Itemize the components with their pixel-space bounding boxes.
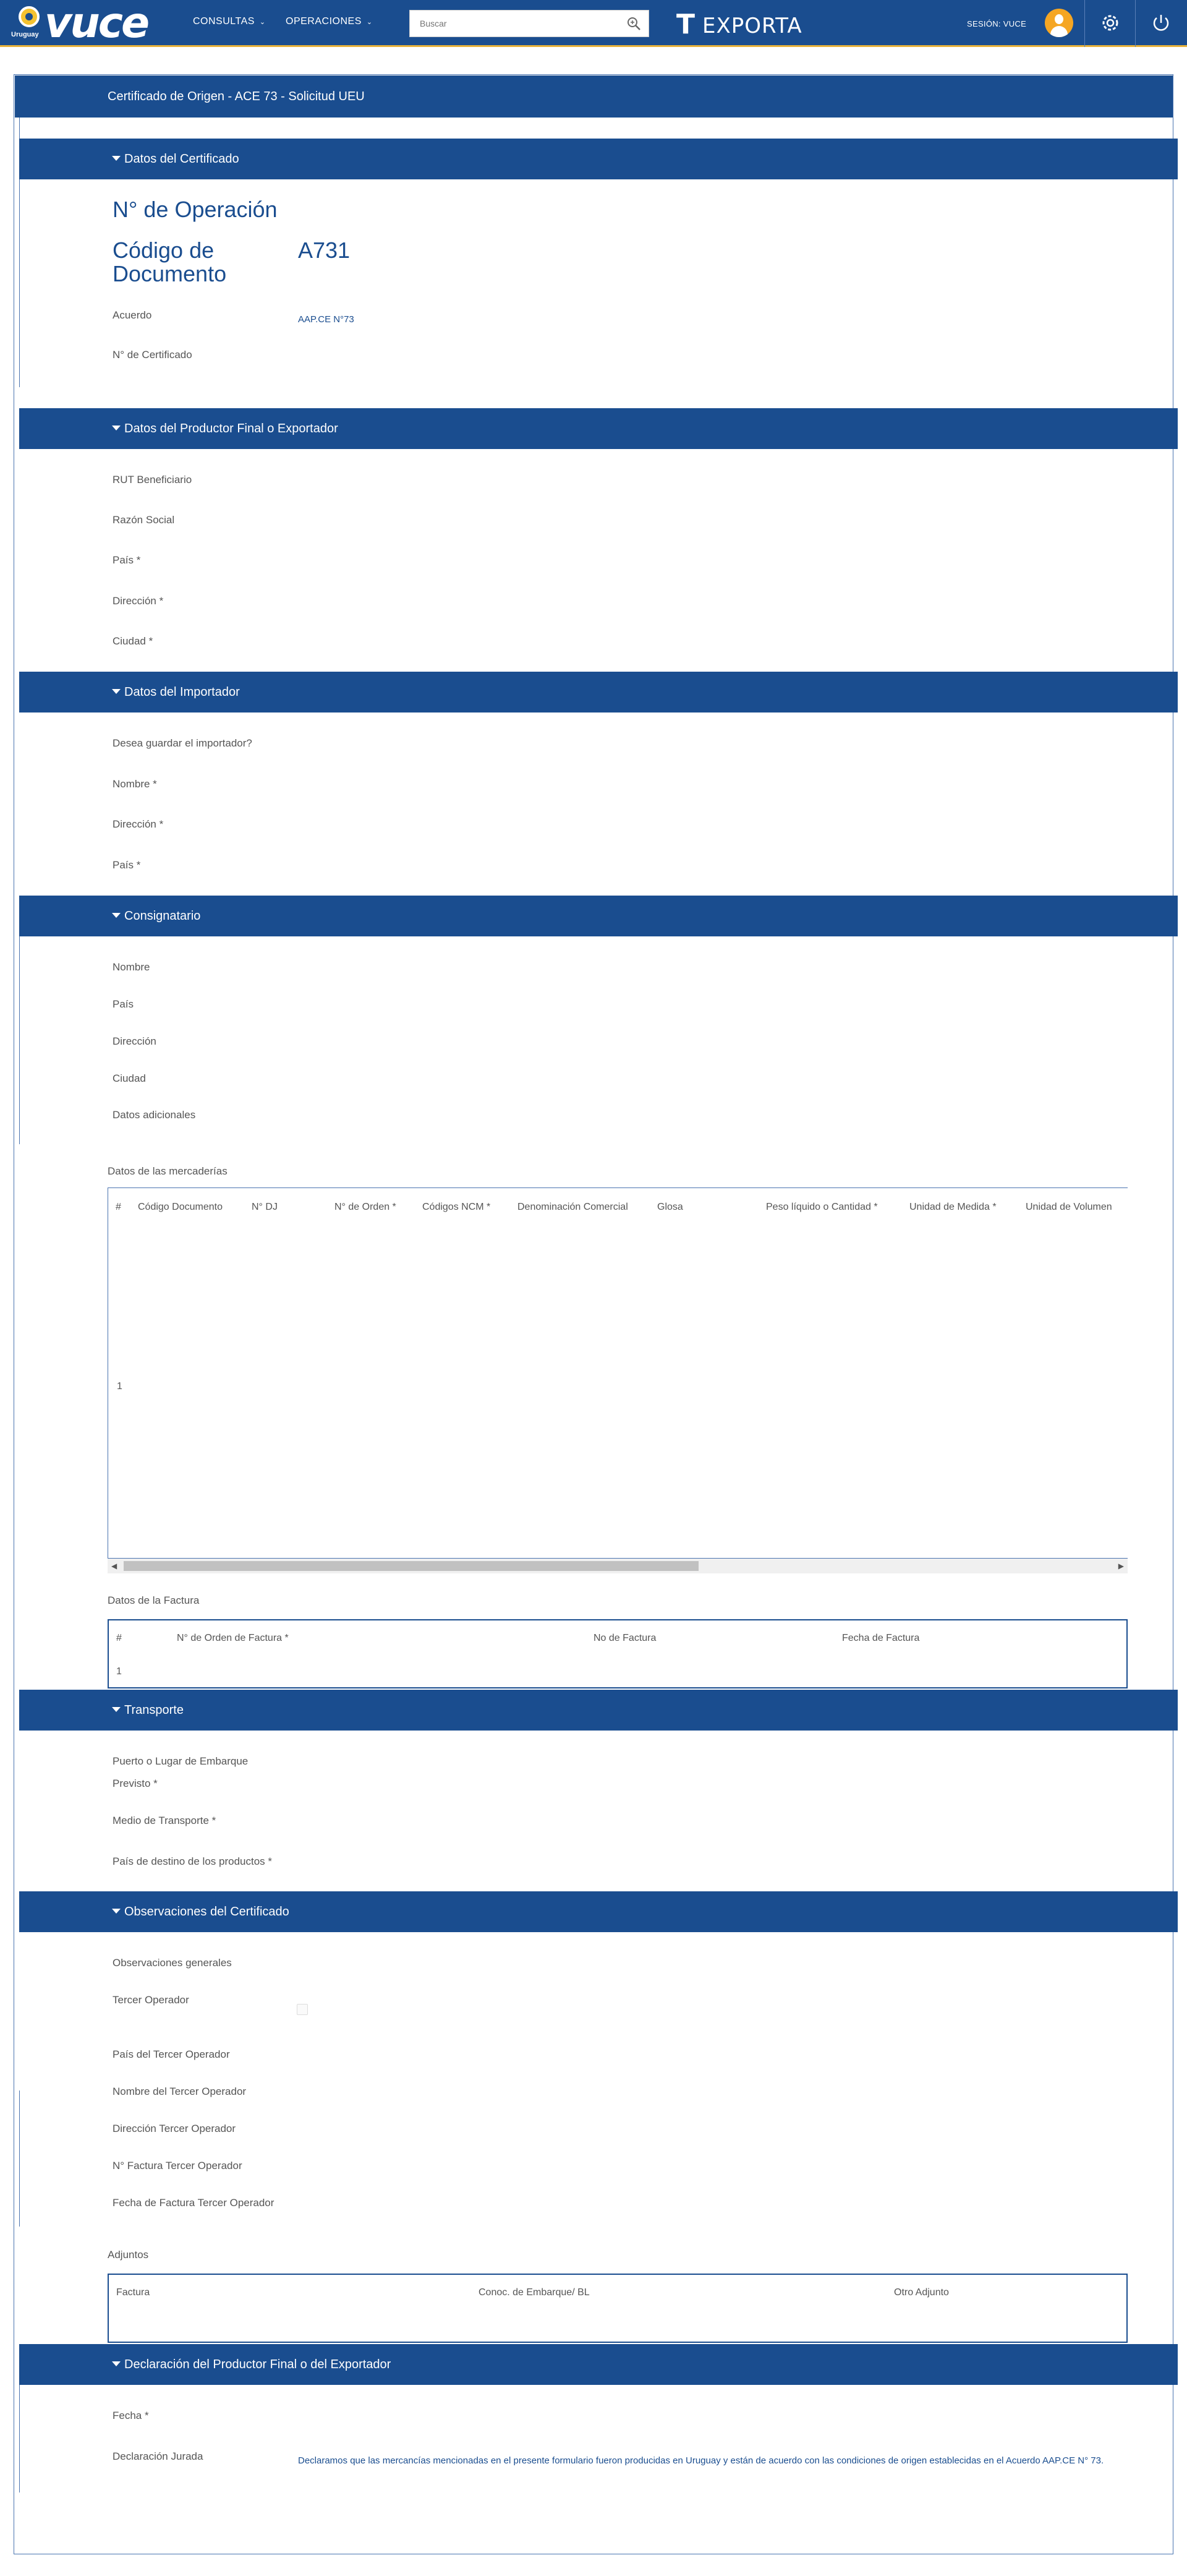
section-consignatario[interactable] bbox=[19, 896, 1178, 936]
nombre-tercer-operador-label: Nombre del Tercer Operador bbox=[113, 2086, 247, 2097]
texporta-text: EXPORTA bbox=[702, 14, 802, 38]
column-header[interactable]: Otro Adjunto bbox=[894, 2287, 949, 2298]
pais-destino-label: País de destino de los productos * bbox=[113, 1855, 272, 1867]
pais-tercer-operador-label: País del Tercer Operador bbox=[113, 2048, 230, 2060]
search-input[interactable] bbox=[410, 11, 608, 36]
fecha-label: Fecha * bbox=[113, 2410, 149, 2421]
vuce-logo[interactable] bbox=[10, 0, 152, 48]
texporta-mark: T bbox=[676, 9, 696, 40]
gear-icon bbox=[1100, 12, 1121, 33]
chevron-down-icon: ⌄ bbox=[366, 19, 373, 26]
column-header[interactable]: N° de Orden * bbox=[334, 1202, 396, 1212]
nav-operaciones-label: OPERACIONES bbox=[286, 16, 362, 27]
razon-social-label: Razón Social bbox=[113, 514, 175, 526]
section-border-line bbox=[19, 2381, 20, 2493]
collapse-triangle-icon bbox=[112, 1707, 121, 1712]
power-icon bbox=[1151, 12, 1172, 33]
tercer-operador-label: Tercer Operador bbox=[113, 1994, 189, 2006]
factura-tercer-operador-label: N° Factura Tercer Operador bbox=[113, 2160, 242, 2172]
pais-label: País * bbox=[113, 554, 141, 566]
column-header[interactable]: Conoc. de Embarque/ BL bbox=[479, 2287, 590, 2298]
avatar-head bbox=[1055, 14, 1063, 24]
mercaderias-title: Datos de las mercaderías bbox=[108, 1165, 228, 1177]
collapse-triangle-icon bbox=[112, 426, 121, 430]
section-title: Datos del Importador bbox=[124, 685, 240, 699]
observaciones-generales-label: Observaciones generales bbox=[113, 1957, 232, 1969]
direccion-tercer-operador-label: Dirección Tercer Operador bbox=[113, 2123, 236, 2134]
section-datos-productor[interactable] bbox=[19, 408, 1178, 449]
section-title: Observaciones del Certificado bbox=[124, 1905, 289, 1919]
guardar-importador-label: Desea guardar el importador? bbox=[113, 737, 252, 749]
nav-consultas-label: CONSULTAS bbox=[193, 16, 255, 27]
column-header[interactable]: Peso líquido o Cantidad * bbox=[766, 1202, 878, 1212]
row-number: 1 bbox=[116, 1666, 122, 1677]
codigo-documento-label: Código de Documento bbox=[113, 237, 227, 286]
importador-pais-label: País * bbox=[113, 859, 141, 871]
consignatario-nombre-label: Nombre bbox=[113, 961, 150, 973]
importador-nombre-label: Nombre * bbox=[113, 778, 157, 790]
declaracion-jurada-label: Declaración Jurada bbox=[113, 2450, 203, 2462]
column-header[interactable]: Denominación Comercial bbox=[517, 1202, 628, 1212]
fecha-factura-tercer-operador-label: Fecha de Factura Tercer Operador bbox=[113, 2197, 274, 2209]
brand-name: vuce bbox=[45, 0, 148, 48]
column-header[interactable]: Glosa bbox=[657, 1202, 683, 1212]
importador-direccion-label: Dirección * bbox=[113, 818, 164, 830]
factura-title: Datos de la Factura bbox=[108, 1594, 200, 1606]
column-header[interactable]: Factura bbox=[116, 2287, 150, 2298]
texporta-logo[interactable] bbox=[676, 9, 806, 40]
row-number: 1 bbox=[117, 1381, 122, 1392]
tercer-operador-checkbox[interactable] bbox=[297, 2004, 308, 2015]
column-header[interactable]: No de Factura bbox=[594, 1633, 657, 1643]
section-border-line bbox=[19, 2090, 20, 2227]
rut-beneficiario-label: RUT Beneficiario bbox=[113, 474, 192, 486]
column-header[interactable]: N° DJ bbox=[252, 1202, 278, 1212]
section-title: Consignatario bbox=[124, 909, 201, 923]
chevron-down-icon: ⌄ bbox=[259, 19, 266, 26]
search-icon[interactable] bbox=[626, 16, 641, 31]
section-datos-importador[interactable] bbox=[19, 672, 1178, 712]
section-title: Transporte bbox=[124, 1703, 184, 1717]
nav-consultas[interactable] bbox=[193, 16, 266, 27]
section-transporte[interactable] bbox=[19, 1690, 1178, 1731]
uruguay-sun-icon bbox=[19, 6, 40, 27]
collapse-triangle-icon bbox=[112, 2361, 121, 2366]
column-header[interactable]: # bbox=[116, 1633, 122, 1643]
settings-button[interactable] bbox=[1084, 0, 1135, 47]
acuerdo-value: AAP.CE N°73 bbox=[298, 314, 354, 325]
column-header[interactable]: # bbox=[116, 1202, 121, 1212]
puerto-embarque-label-2: Previsto * bbox=[113, 1778, 158, 1789]
column-header[interactable]: N° de Orden de Factura * bbox=[177, 1633, 289, 1643]
consignatario-pais-label: País bbox=[113, 998, 134, 1010]
nro-operacion-label: N° de Operación bbox=[113, 197, 278, 222]
avatar-body bbox=[1050, 26, 1068, 37]
scrollbar-thumb[interactable] bbox=[124, 1561, 699, 1571]
scroll-left-icon[interactable]: ◀ bbox=[111, 1562, 117, 1570]
top-navigation-bar bbox=[0, 0, 1187, 47]
collapse-triangle-icon bbox=[112, 913, 121, 918]
nav-operaciones[interactable] bbox=[286, 16, 373, 27]
nro-certificado-label: N° de Certificado bbox=[113, 349, 192, 361]
search-box bbox=[409, 10, 649, 37]
section-title: Datos del Certificado bbox=[124, 152, 239, 166]
column-header[interactable]: Códigos NCM * bbox=[422, 1202, 491, 1212]
codigo-documento-value: A731 bbox=[298, 237, 351, 263]
section-declaracion[interactable] bbox=[19, 2344, 1178, 2385]
adjuntos-table bbox=[108, 2274, 1128, 2343]
column-header[interactable]: Unidad de Volumen bbox=[1026, 1202, 1112, 1212]
declaracion-jurada-text: Declaramos que las mercancías mencionadas en el presente formulario fueron producidas en Uruguay y están de acuerdo con las condiciones de origen establecidas en el Acuerdo AAP.CE N° 73. bbox=[298, 2455, 1104, 2466]
collapse-triangle-icon bbox=[112, 689, 121, 694]
logout-button[interactable] bbox=[1135, 0, 1186, 47]
column-header[interactable]: Unidad de Medida * bbox=[909, 1202, 997, 1212]
mercaderias-table bbox=[108, 1187, 1128, 1559]
consignatario-datos-adicionales-label: Datos adicionales bbox=[113, 1109, 196, 1121]
direccion-label: Dirección * bbox=[113, 595, 164, 607]
section-title: Datos del Productor Final o Exportador bbox=[124, 422, 338, 435]
section-datos-certificado[interactable] bbox=[19, 139, 1178, 179]
consignatario-ciudad-label: Ciudad bbox=[113, 1072, 146, 1084]
adjuntos-title: Adjuntos bbox=[108, 2249, 149, 2261]
session-label: SESIÓN: VUCE bbox=[967, 19, 1027, 28]
country-label: Uruguay bbox=[11, 31, 39, 38]
collapse-triangle-icon bbox=[112, 156, 121, 161]
horizontal-scrollbar[interactable] bbox=[108, 1559, 1128, 1573]
ciudad-label: Ciudad * bbox=[113, 635, 153, 647]
avatar[interactable] bbox=[1045, 9, 1073, 37]
medio-transporte-label: Medio de Transporte * bbox=[113, 1815, 216, 1826]
column-header[interactable]: Código Documento bbox=[138, 1202, 223, 1212]
section-observaciones[interactable] bbox=[19, 1891, 1178, 1932]
column-header[interactable]: Fecha de Factura bbox=[842, 1633, 920, 1643]
acuerdo-label: Acuerdo bbox=[113, 309, 152, 321]
factura-table bbox=[108, 1619, 1128, 1688]
collapse-triangle-icon bbox=[112, 1909, 121, 1914]
form-title: Certificado de Origen - ACE 73 - Solicitud UEU bbox=[15, 75, 1173, 118]
section-title: Declaración del Productor Final o del Exportador bbox=[124, 2358, 391, 2371]
scroll-right-icon[interactable]: ▶ bbox=[1118, 1562, 1124, 1570]
consignatario-direccion-label: Dirección bbox=[113, 1035, 156, 1047]
puerto-embarque-label: Puerto o Lugar de Embarque bbox=[113, 1755, 249, 1767]
